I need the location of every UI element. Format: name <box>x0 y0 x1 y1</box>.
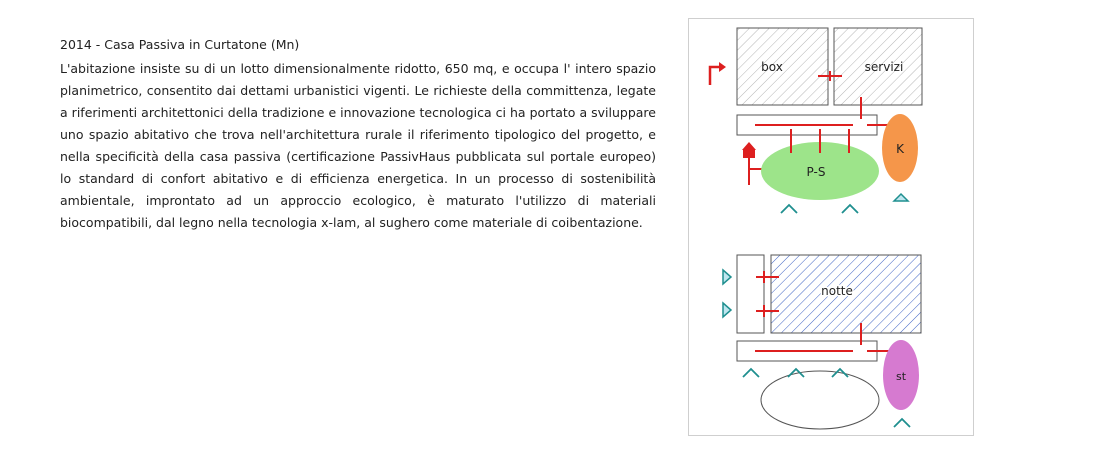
lower-floor-group <box>723 255 921 429</box>
view-marker-icon <box>781 205 797 213</box>
view-marker-icon <box>842 205 858 213</box>
room-box-label: box <box>761 60 783 74</box>
view-marker-icon <box>743 369 759 377</box>
entrance-arrow-icon <box>710 62 726 85</box>
view-marker-icon <box>894 419 910 427</box>
upper-floor-group <box>710 28 922 213</box>
room-st-label: st <box>895 370 907 383</box>
project-description: L'abitazione insiste su di un lotto dimensionalmente ridotto, 650 mq, e occupa l' intero spazio planimetrico, consentito dai dettami urbanistici vigenti. Le richieste della committenza, legate a riferimenti architettonici della tradizione e innovazione tecnologica ci ha portato a sviluppare uno spazio abitativo che trova nell'architettura rurale il riferimento tipologico del progetto, e nella specificità della casa passiva (certificazione PassivHaus pubblicata sul portale europeo) lo standard di confort abitativo e di efficienza energetica. In un processo di sostenibilità ambientale, improntato ad un approccio ecologico, è maturato l'utilizzo di materiali biocompatibili, dal legno nella tecnologia x-lam, al sughero come materiale di coibentazione. <box>60 61 656 230</box>
corridor-lower-vertical <box>737 255 764 333</box>
functional-diagram <box>688 18 974 436</box>
room-notte-label: notte <box>821 284 853 298</box>
view-marker-icon <box>894 194 908 201</box>
entrance-marker-icon <box>742 142 756 185</box>
project-title: 2014 - Casa Passiva in Curtatone (Mn) <box>60 37 300 52</box>
open-area-outline <box>761 371 879 429</box>
room-k-label: K <box>896 142 904 156</box>
room-ps-label: P-S <box>806 165 826 179</box>
description-block <box>60 36 656 234</box>
room-servizi-label: servizi <box>864 60 904 74</box>
diagram-svg <box>689 19 975 437</box>
view-marker-left-icon <box>723 303 731 317</box>
view-marker-left-icon <box>723 270 731 284</box>
